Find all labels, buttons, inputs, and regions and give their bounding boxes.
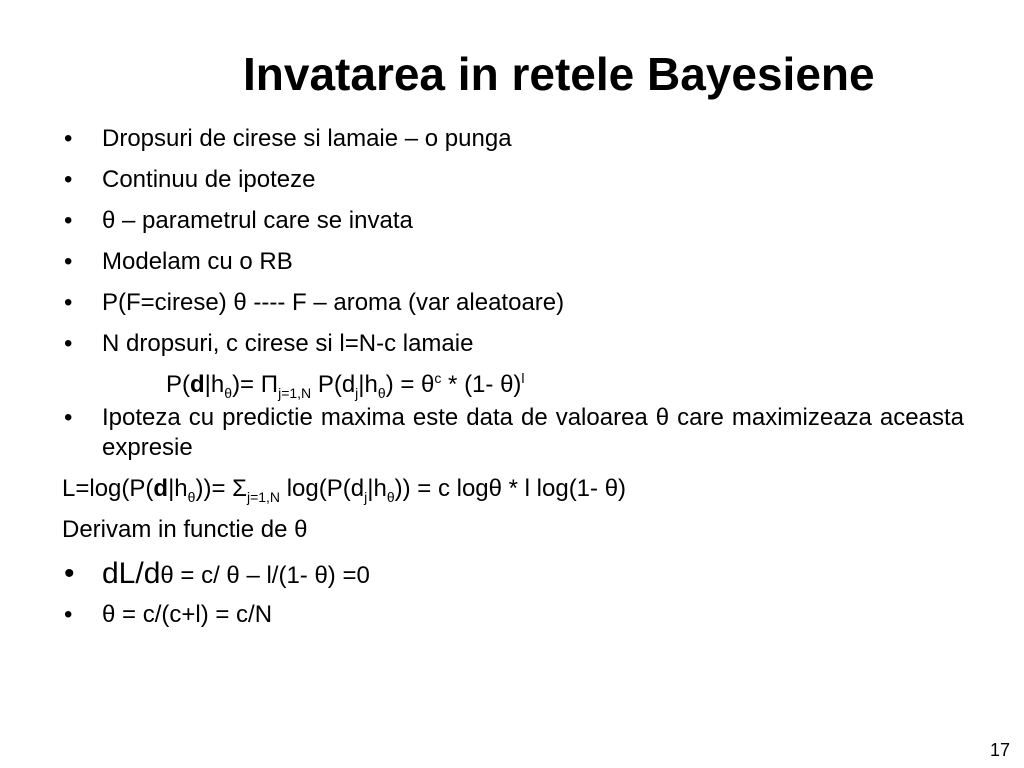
bullet-text: Ipoteza cu predictie maxima este data de valoarea θ care maximizeaza aceasta expresie	[102, 404, 964, 461]
formula-part: L=log(P(	[62, 475, 154, 502]
formula-subscript: θ	[224, 384, 233, 401]
formula-part: d	[153, 475, 169, 502]
formula-part: ) = θ	[385, 371, 435, 398]
bullet-icon: •	[64, 125, 73, 152]
bullet-icon: •	[64, 404, 73, 431]
bullet-text: θ = c/(c+l) = c/N	[102, 601, 273, 628]
formula-part: |h	[367, 475, 387, 502]
formula-subscript: j	[364, 488, 368, 505]
formula-superscript: c	[434, 370, 442, 386]
bullet-item	[62, 288, 964, 318]
bullet-text: Modelam cu o RB	[102, 248, 293, 275]
formula-part: * (1- θ)	[441, 371, 522, 398]
bullet-icon: •	[64, 207, 73, 234]
bullet-item	[62, 124, 964, 154]
formula-part: )) = c logθ * l log(1- θ)	[394, 475, 627, 502]
bullet-icon: •	[64, 601, 73, 628]
page-number: 17	[990, 740, 1011, 760]
bullet-item	[62, 403, 964, 463]
formula-part: |h	[168, 475, 188, 502]
bullet-item	[62, 329, 964, 359]
bullet-icon: •	[64, 289, 73, 316]
formula-part: ))= Σ	[195, 475, 247, 502]
bullet-text: θ – parametrul care se invata	[102, 207, 413, 234]
bullet-item	[62, 206, 964, 236]
bullet-text: Dropsuri de cirese si lamaie – o punga	[102, 125, 512, 152]
formula-part: d	[190, 371, 205, 398]
formula-part: )= Π	[232, 371, 279, 398]
slide-title: Invatarea in retele Bayesiene	[243, 48, 875, 100]
bullet-item	[62, 165, 964, 195]
bullet-item	[62, 556, 964, 594]
log-likelihood-formula	[62, 474, 964, 504]
formula-part: |h	[358, 371, 378, 398]
bullet-item	[62, 600, 964, 630]
bullet-icon: •	[64, 166, 73, 193]
formula-subscript: j=1,N	[246, 488, 281, 505]
formula-subscript: θ	[377, 384, 386, 401]
formula-superscript: l	[521, 370, 525, 386]
formula-subscript: θ	[187, 488, 196, 505]
bullet-icon: •	[64, 557, 75, 590]
bullet-text: Continuu de ipoteze	[102, 166, 316, 193]
bullet-text: θ = c/ θ – l/(1- θ) =0	[160, 562, 370, 589]
formula-part: P(d	[311, 371, 356, 398]
dl-prefix: dL/d	[102, 557, 161, 590]
formula-part: log(P(d	[280, 475, 365, 502]
derivative-note: Derivam in functie de θ	[62, 516, 308, 543]
formula-part: |h	[204, 371, 225, 398]
bullet-icon: •	[64, 330, 73, 357]
bullet-item	[62, 247, 964, 277]
formula-subscript: j=1,N	[278, 384, 312, 401]
bullet-text: N dropsuri, c cirese si l=N-c lamaie	[102, 330, 474, 357]
formula-part: P(	[166, 371, 190, 398]
slide-body	[62, 124, 964, 641]
bullet-text: P(F=cirese) θ ---- F – aroma (var aleatoare)	[102, 289, 565, 316]
formula-subscript: j	[355, 384, 359, 401]
likelihood-formula	[62, 370, 964, 400]
bullet-icon: •	[64, 248, 73, 275]
formula-subscript: θ	[386, 488, 395, 505]
